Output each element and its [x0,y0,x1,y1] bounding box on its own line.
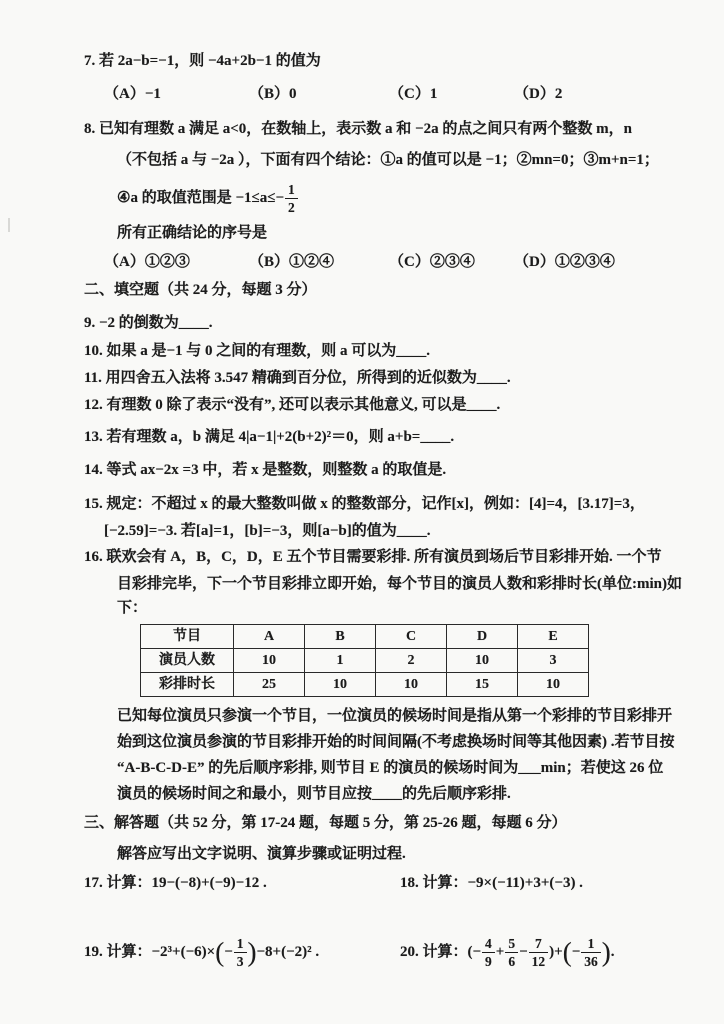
question-8-options [84,253,650,272]
q8-c4-frac-den: 2 [288,200,295,215]
question-8-conclusion4 [84,178,650,218]
q16-para-line1: 已知每位演员只参演一个节目，一位演员的候场时间是指从第一个彩排的节目彩排开 [117,708,673,724]
cell-duration-c: 10 [376,673,447,697]
cell-performers-e: 3 [518,649,589,673]
q7-option-a: （A）−1 [104,86,161,102]
q19-frac-den: 3 [236,954,244,969]
q20-f2-num: 5 [505,936,518,954]
q16-para-line4: 演员的候场时间之和最小，则节目应按____的先后顺序彩排. [117,786,511,802]
question-16-line2: 目彩排完毕，下一个节目彩排立即开始，每个节目的演员人数和彩排时长(单位:min)如 [117,576,682,592]
table-row-performers [141,649,589,673]
q20-f1-num: 4 [482,936,495,954]
q19-close-paren: ) [247,936,257,967]
th-a: A [234,625,305,649]
q20-f2-den: 6 [508,954,516,969]
q8-option-c: （C）②③④ [389,254,475,270]
cell-duration-e: 10 [518,673,589,697]
th-d: D [447,625,518,649]
question-16-line1: 16. 联欢会有 A，B，C，D，E 五个节目需要彩排. 所有演员到场后节目彩排开始. 一个节 [84,549,662,565]
q20-f1-den: 9 [485,954,492,969]
question-9: 9. −2 的倒数为____. [84,315,213,331]
q19-frac-num: 1 [234,936,247,954]
th-e: E [518,625,589,649]
q20-close-paren: ) [601,936,611,967]
question-10: 10. 如果 a 是−1 与 0 之间的有理数，则 a 可以为____. [84,343,431,359]
q20-fraction-4 [581,936,601,969]
cell-performers-d: 10 [447,649,518,673]
question-12: 12. 有理数 0 除了表示“没有”, 还可以表示其他意义, 可以是____. [84,397,501,413]
cell-performers-b: 1 [305,649,376,673]
q8-option-a: （A）①②③ [104,254,190,270]
q20-f3-num: 7 [529,936,549,954]
q20-end: . [610,943,615,960]
q8-option-b: （B）①②④ [249,254,335,270]
q16-para-line3: “A-B-C-D-E” 的先后顺序彩排, 则节目 E 的演员的候场时间为___min；若使这 26 位 [117,760,664,776]
q7-option-b: （B）0 [249,86,297,102]
question-15-line1: 15. 规定：不超过 x 的最大整数叫做 x 的整数部分，记作[x]，例如：[4]=4，[3.17]=3， [84,496,645,512]
q20-op2: − [519,943,528,960]
q19-q20-row [84,929,650,975]
q20-minus: − [571,943,581,960]
q20-fraction-1 [482,936,495,969]
cell-duration-label: 彩排时长 [141,673,234,697]
table-header-row [141,625,589,649]
section-2-title: 二、填空题（共 24 分，每题 3 分） [84,282,317,298]
question-16-line3: 下： [117,600,148,616]
q7-option-d: （D）2 [514,86,563,102]
q20-fraction-3 [529,936,549,969]
section-3-title: 三、解答题（共 52 分，第 17-24 题，每题 5 分，第 25-26 题，每题 6 分） [84,815,567,831]
q8-c4-fraction [285,182,298,215]
q19-fraction [234,936,247,969]
question-17: 17. 计算：19−(−8)+(−9)−12 . [84,875,267,891]
q20-f4-den: 36 [584,954,598,969]
cell-duration-a: 25 [234,673,305,697]
question-8-line4: 所有正确结论的序号是 [117,225,268,241]
q17-q18-row [84,874,650,893]
cell-performers-label: 演员人数 [141,649,234,673]
rehearsal-table [140,624,589,697]
q7-option-c: （C）1 [389,86,438,102]
section-3-note: 解答应写出文字说明、演算步骤或证明过程. [117,846,406,862]
q8-c4-frac-num: 1 [285,182,298,200]
th-b: B [305,625,376,649]
scan-artifact [8,218,10,232]
q8-option-d: （D）①②③④ [514,254,615,270]
q19-suffix: −8+(−2)² . [256,943,320,960]
q19-minus: − [224,943,233,960]
q20-f4-num: 1 [581,936,601,954]
question-7-stem: 7. 若 2a−b=−1，则 −4a+2b−1 的值为 [84,53,321,69]
table-row-duration [141,673,589,697]
cell-performers-c: 2 [376,649,447,673]
q20-mid: )+ [549,943,563,960]
question-13: 13. 若有理数 a，b 满足 4|a−1|+2(b+2)²＝0，则 a+b=____. [84,429,455,445]
question-11: 11. 用四舍五入法将 3.547 精确到百分位，所得到的近似数为____. [84,370,511,386]
q20-f3-den: 12 [531,954,546,969]
question-20 [400,929,615,975]
cell-performers-a: 10 [234,649,305,673]
question-16-paragraph [84,703,675,807]
cell-duration-d: 15 [447,673,518,697]
th-program: 节目 [141,625,234,649]
q16-para-line2: 始到这位演员参演的节目彩排开始的时间间隔(不考虑换场时间等其他因素) .若节目按 [117,734,675,750]
q20-op1: + [495,943,505,960]
cell-duration-b: 10 [305,673,376,697]
question-19 [84,929,400,975]
question-15-line2: [−2.59]=−3. 若[a]=1，[b]=−3，则[a−b]的值为____. [104,523,431,539]
q8-c4-text: ④a 的取值范围是 −1≤a≤− [117,189,285,206]
question-8-line1: 8. 已知有理数 a 满足 a<0，在数轴上，表示数 a 和 −2a 的点之间只有两个整数 m，n [84,121,632,137]
q19-prefix: 19. 计算：−2³+(−6)× [84,943,216,960]
th-c: C [376,625,447,649]
question-14: 14. 等式 ax−2x =3 中，若 x 是整数，则整数 a 的取值是. [84,462,447,478]
question-8-line2: （不包括 a 与 −2a ），下面有四个结论：①a 的值可以是 −1；②mn=0；③m+n=1； [117,152,659,168]
q19-open-paren: ( [215,936,225,967]
q20-open-paren: ( [562,936,572,967]
q20-fraction-2 [505,936,518,969]
question-7-options [84,85,650,104]
question-18: 18. 计算：−9×(−11)+3+(−3) . [400,875,583,891]
q20-prefix: 20. 计算：(− [400,943,482,960]
